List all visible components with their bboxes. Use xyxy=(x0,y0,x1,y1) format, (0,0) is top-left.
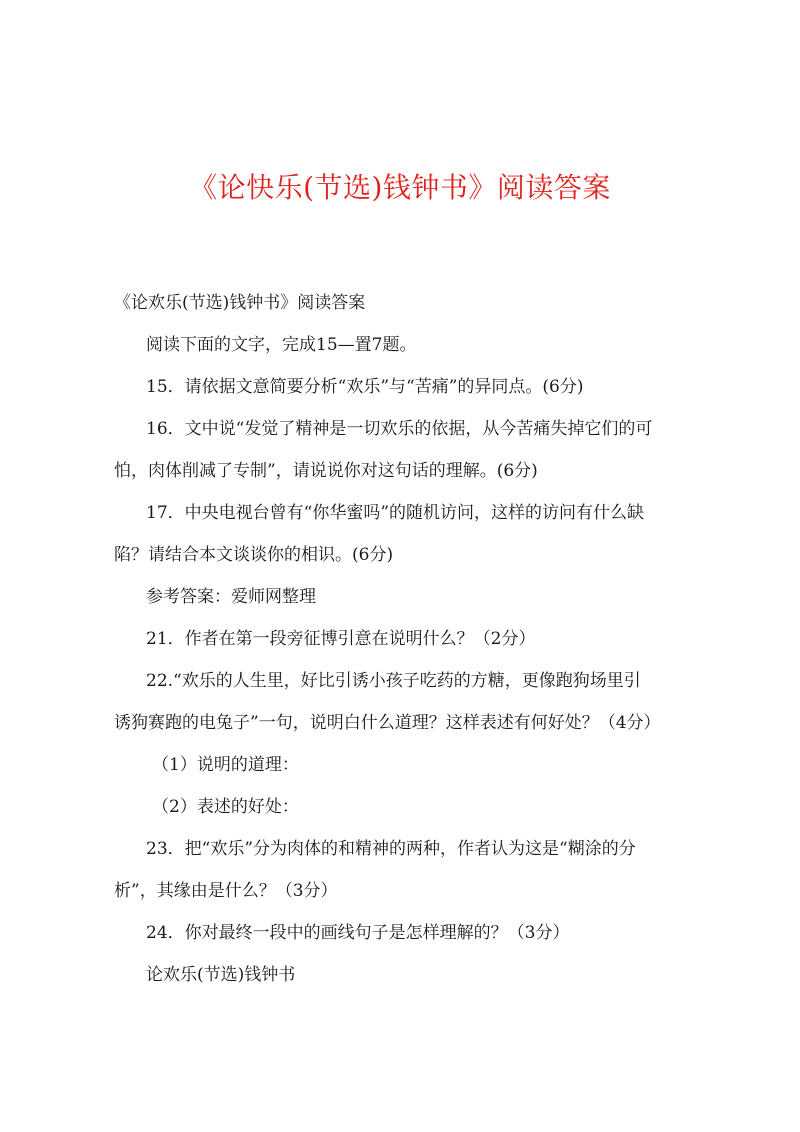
question-16-line-1: 16．文中说“发觉了精神是一切欢乐的依据，从今苦痛失掉它们的可 xyxy=(146,419,653,439)
subtitle-line: 《论欢乐(节选)钱钟书》阅读答案 xyxy=(114,293,366,313)
document-title: 《论快乐(节选)钱钟书》阅读答案 xyxy=(189,171,611,204)
document-body xyxy=(114,282,714,996)
question-22-line-2: 诱狗赛跑的电兔子”一句，说明白什么道理？这样表述有何好处？（4分） xyxy=(114,713,661,733)
answer-22-part-2: （2）表述的好处： xyxy=(152,797,299,817)
question-23-line-1: 23．把“欢乐”分为肉体的和精神的两种，作者认为这是“糊涂的分 xyxy=(146,839,636,859)
question-21: 21．作者在第一段旁征博引意在说明什么？（2分） xyxy=(146,629,536,649)
answer-header: 参考答案：爱师网整理 xyxy=(146,587,316,607)
question-22-line-1: 22.“欢乐的人生里，好比引诱小孩子吃药的方糖，更像跑狗场里引 xyxy=(146,671,641,691)
question-17-line-1: 17．中央电视台曾有“你华蜜吗”的随机访问，这样的访问有什么缺 xyxy=(146,503,645,523)
question-15: 15．请依据文意简要分析“欢乐”与“苦痛”的异同点。(6分) xyxy=(146,377,584,397)
answer-22-part-1: （1）说明的道理： xyxy=(152,755,299,775)
question-23-line-2: 析”，其缘由是什么？（3分） xyxy=(114,881,338,901)
instruction-line: 阅读下面的文字，完成15—置7题。 xyxy=(146,335,417,355)
question-17-line-2: 陷？请结合本文谈谈你的相识。(6分) xyxy=(114,545,394,565)
question-16-line-2: 怕，肉体削减了专制”，请说说你对这句话的理解。(6分) xyxy=(114,461,538,481)
question-24: 24．你对最终一段中的画线句子是怎样理解的？（3分） xyxy=(146,923,570,943)
article-title-line: 论欢乐(节选)钱钟书 xyxy=(146,965,296,985)
